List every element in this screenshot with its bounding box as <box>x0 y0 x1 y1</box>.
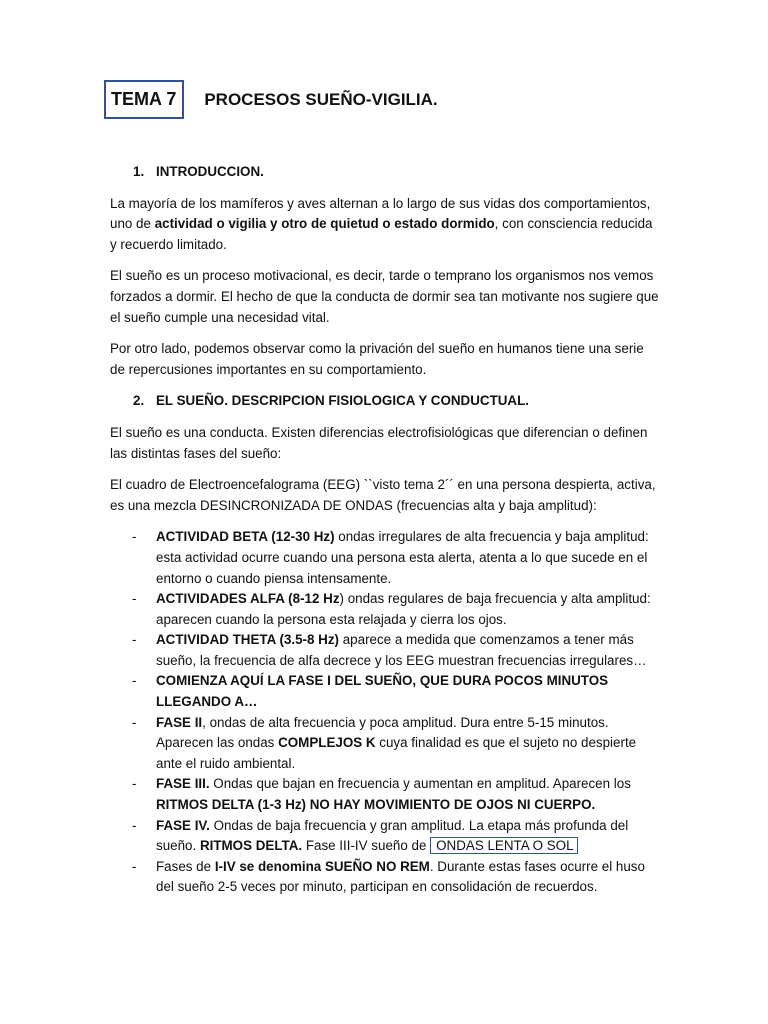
paragraph-sueno-2: El cuadro de Electroencefalograma (EEG) ``visto tema 2´´ en una persona despierta, activa, es una mezcla DESINCRONIZADA DE ONDAS (frecuencias alta y baja amplitud): <box>110 477 656 513</box>
list-item-bold: ACTIVIDAD BETA (12-30 Hz) <box>156 529 335 545</box>
section-number: 2. <box>133 393 145 409</box>
list-item-bold: RITMOS DELTA. <box>199 838 303 854</box>
list-item-text: Fases de <box>156 858 215 874</box>
list-item-bold: FASE IV. <box>156 817 210 833</box>
dash-bullet: - <box>132 529 137 545</box>
paragraph-text: La mayoría de los mamíferos y aves alternan a lo largo de sus vidas dos comportamientos, uno de <box>110 195 651 232</box>
paragraph-intro-2: El sueño es un proceso motivacional, es decir, tarde o temprano los organismos nos vemos forzados a dormir. El hecho de que la conducta de dormir sea tan motivante nos sugiere que el sueño cumple una necesidad vital. <box>110 268 659 325</box>
dash-bullet: - <box>132 673 137 689</box>
paragraph-text: , con consciencia reducida y recuerdo limitado. <box>110 216 653 252</box>
list-item-text: Fase III-IV sueño de <box>302 838 431 854</box>
list-item-bold: FASE III. <box>156 776 210 792</box>
list-item-bold: FASE II <box>156 714 203 730</box>
list-item-text: Ondas de baja frecuencia y gran amplitud. La etapa más profunda del sueño. <box>156 817 629 854</box>
page-title: PROCESOS SUEÑO-VIGILIA. <box>204 89 438 109</box>
list-item-text: aparece a medida que comenzamos a tener más sueño, la frecuencia de alfa decrece y los EEG muestran frecuencias irregulares… <box>156 632 647 668</box>
list-item-text: cuya finalidad es que el sujeto no despierte ante el ruido ambiental. <box>156 735 637 771</box>
paragraph-intro-3: Por otro lado, podemos observar como la privación del sueño en humanos tiene una serie de repercusiones importantes en su comportamiento. <box>110 341 644 377</box>
section-heading-introduccion <box>110 162 660 183</box>
dash-bullet: - <box>132 714 137 730</box>
list-item-bold: I-IV se denomina SUEÑO NO REM <box>214 858 430 874</box>
list-item-text: . Durante estas fases ocurre el huso del sueño 2-5 veces por minuto, participan en consolidación de recuerdos. <box>156 858 645 895</box>
list-item-bold: RITMOS DELTA (1-3 Hz) NO HAY MOVIMIENTO DE OJOS NI CUERPO. <box>156 797 596 813</box>
dash-bullet: - <box>132 632 137 648</box>
list-item-bold: ACTIVIDAD THETA (3.5-8 Hz) <box>156 632 340 648</box>
section-heading-sueno <box>110 391 660 412</box>
document-body <box>110 162 660 898</box>
dash-bullet: - <box>132 591 137 607</box>
list-item-bold: COMPLEJOS K <box>278 735 376 751</box>
title-row <box>104 80 438 119</box>
paragraph-bold-text: actividad o vigilia y otro de quietud o estado dormido <box>154 216 495 232</box>
paragraph-sueno-1: El sueño es una conducta. Existen diferencias electrofisiológicas que diferencian o definen las distintas fases del sueño: <box>110 424 648 461</box>
section-number: 1. <box>133 164 145 179</box>
tema-label: TEMA 7 <box>104 80 184 119</box>
dash-bullet: - <box>132 858 137 874</box>
list-item-fases-no-rem <box>110 857 660 898</box>
list-item-theta <box>110 630 660 671</box>
list-item-text: , ondas de alta frecuencia y poca amplitud. Dura entre 5-15 minutos. Aparecen las ondas <box>156 714 609 751</box>
list-item-alfa <box>110 589 660 630</box>
list-item-fase-3 <box>110 774 660 815</box>
list-item-fase-1 <box>110 671 660 712</box>
dash-bullet: - <box>132 776 137 792</box>
list-item-beta <box>110 527 660 589</box>
section-heading-text: EL SUEÑO. DESCRIPCION FISIOLOGICA Y CONDUCTUAL. <box>156 393 529 409</box>
section-heading-text: INTRODUCCION. <box>156 164 264 179</box>
paragraph-intro-1 <box>110 194 660 256</box>
list-item-text: ) ondas regulares de baja frecuencia y alta amplitud: aparecen cuando la persona esta relajada y cierra los ojos. <box>156 591 651 627</box>
list-item-bold: COMIENZA AQUÍ LA FASE I DEL SUEÑO, QUE DURA POCOS MINUTOS LLEGANDO A… <box>156 673 609 710</box>
list-item-bold: ACTIVIDADES ALFA (8-12 Hz <box>156 591 340 607</box>
eeg-phase-list <box>110 527 660 898</box>
list-item-text: ondas irregulares de alta frecuencia y baja amplitud: esta actividad ocurre cuando una persona esta alerta, atenta a lo que sucede en el entorno o cuando piensa intensamente. <box>156 529 649 586</box>
list-item-fase-2 <box>110 713 660 775</box>
list-item-text: Ondas que bajan en frecuencia y aumentan en amplitud. Aparecen los <box>209 776 631 792</box>
list-item-fase-4 <box>110 816 660 857</box>
dash-bullet: - <box>132 817 137 833</box>
boxed-term: ONDAS LENTA O SOL <box>430 837 577 854</box>
